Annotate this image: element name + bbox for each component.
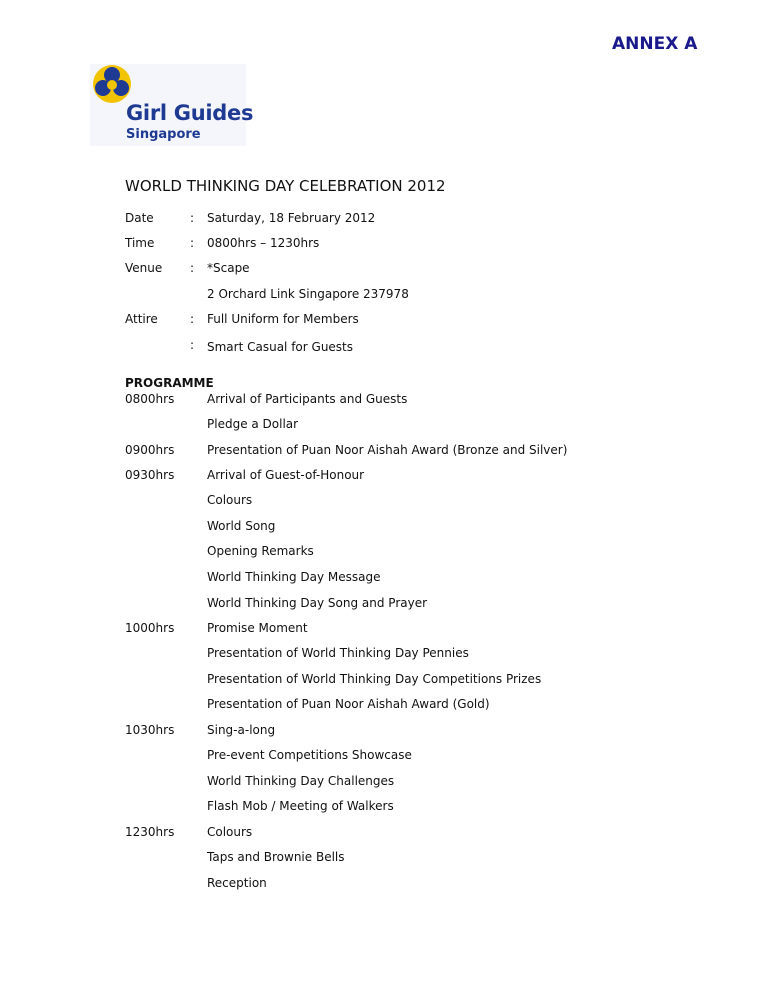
programme-activity: World Thinking Day Message	[207, 570, 381, 584]
programme-time: 0930hrs	[125, 468, 175, 482]
annex-label: ANNEX A	[612, 34, 698, 54]
programme-time: 1230hrs	[125, 825, 175, 839]
detail-label: Venue	[125, 261, 163, 275]
logo-text-girl-guides: Girl Guides	[126, 101, 254, 125]
programme-activity: Colours	[207, 493, 253, 507]
programme-time: 0900hrs	[125, 443, 175, 457]
programme-activity: Pre-event Competitions Showcase	[207, 748, 412, 762]
programme-activity: Presentation of Puan Noor Aishah Award (Bronze and Silver)	[207, 443, 568, 457]
programme-activity: Arrival of Participants and Guests	[207, 392, 408, 406]
programme-activity: World Thinking Day Song and Prayer	[207, 596, 428, 610]
programme-heading: PROGRAMME	[125, 376, 214, 390]
detail-colon: :	[190, 338, 195, 352]
detail-colon: :	[190, 261, 195, 275]
detail-label: Attire	[125, 312, 158, 326]
detail-colon: :	[190, 312, 195, 326]
programme-time: 1030hrs	[125, 723, 175, 737]
programme-activity: Presentation of Puan Noor Aishah Award (Gold)	[207, 697, 490, 711]
detail-value: *Scape	[207, 261, 250, 275]
programme-time: 1000hrs	[125, 621, 175, 635]
programme-activity: World Song	[207, 519, 276, 533]
programme-activity: Colours	[207, 825, 253, 839]
programme-activity: Pledge a Dollar	[207, 417, 299, 431]
detail-value: Full Uniform for Members	[207, 312, 359, 326]
detail-value: 2 Orchard Link Singapore 237978	[207, 287, 409, 301]
detail-value: Saturday, 18 February 2012	[207, 211, 376, 225]
programme-activity: Arrival of Guest-of-Honour	[207, 468, 365, 482]
logo-text-singapore: Singapore	[126, 127, 201, 142]
detail-colon: :	[190, 236, 195, 250]
detail-label: Time	[125, 236, 155, 250]
detail-label: Date	[125, 211, 154, 225]
programme-activity: Presentation of World Thinking Day Pennies	[207, 646, 469, 660]
detail-value: Smart Casual for Guests	[207, 340, 354, 354]
programme-time: 0800hrs	[125, 392, 175, 406]
programme-activity: Opening Remarks	[207, 544, 314, 558]
programme-activity: World Thinking Day Challenges	[207, 774, 395, 788]
programme-activity: Reception	[207, 876, 267, 890]
programme-activity: Sing-a-long	[207, 723, 276, 737]
programme-activity: Promise Moment	[207, 621, 308, 635]
programme-activity: Taps and Brownie Bells	[207, 850, 345, 864]
detail-value: 0800hrs – 1230hrs	[207, 236, 320, 250]
detail-colon: :	[190, 211, 195, 225]
programme-activity: Flash Mob / Meeting of Walkers	[207, 799, 394, 813]
document-title: WORLD THINKING DAY CELEBRATION 2012	[125, 177, 446, 195]
programme-activity: Presentation of World Thinking Day Competitions Prizes	[207, 672, 542, 686]
